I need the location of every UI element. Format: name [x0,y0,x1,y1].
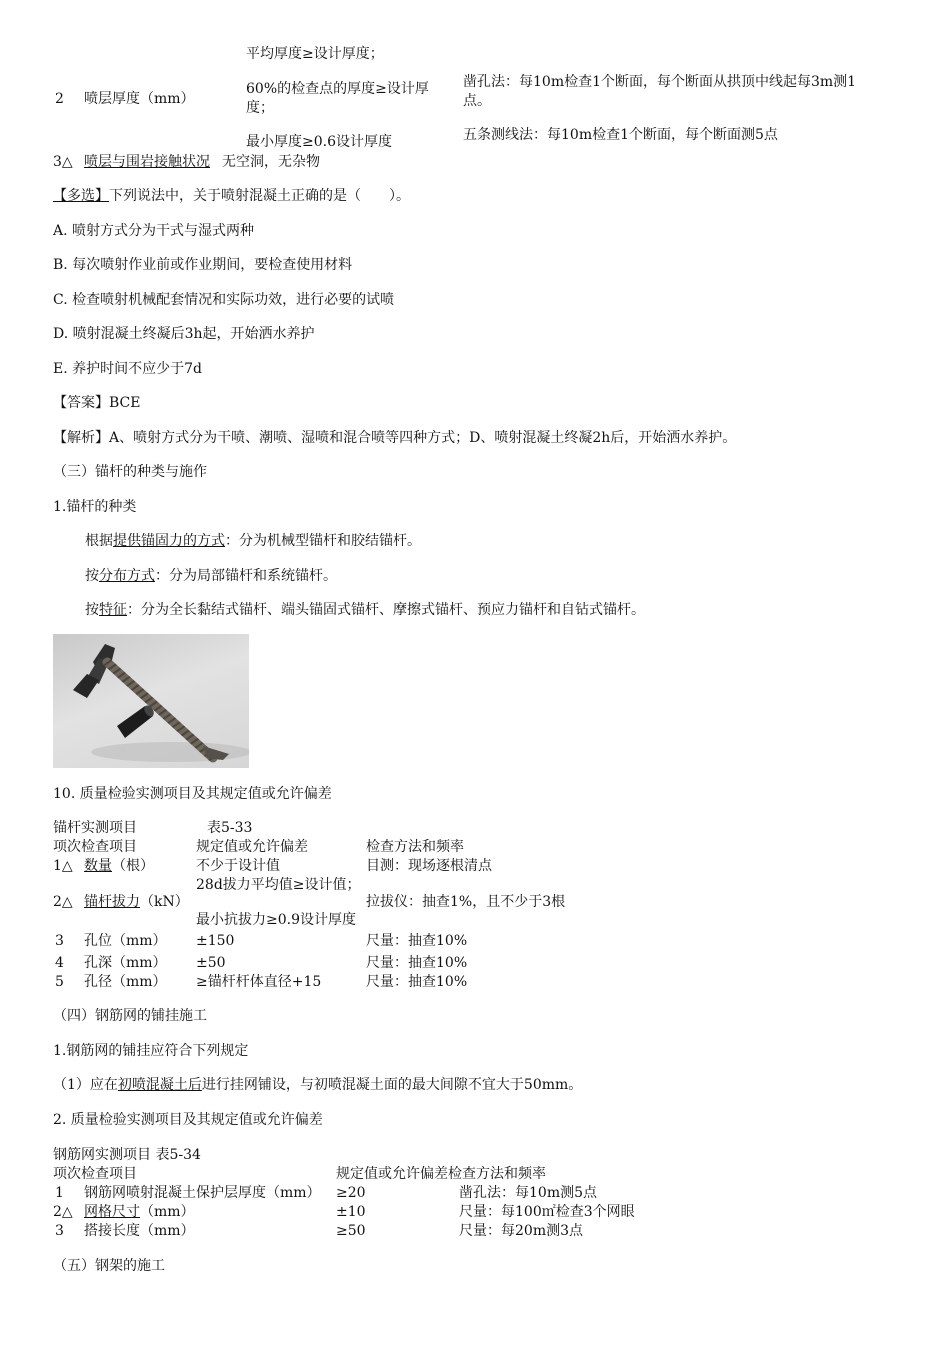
mesh-r1-value: ≥20 [336,1185,366,1201]
mesh-r2-item-cell [84,1203,195,1221]
mesh-r3-num: 3 [55,1223,64,1239]
anchor-r3-num: 3 [55,933,64,949]
anchor-r2-method: 拉拔仪：抽查1%，且不少于3根 [366,894,566,910]
section3-sub10: 10. 质量检验实测项目及其规定值或允许偏差 [53,786,332,802]
spray-row3-item: 喷层与围岩接触状况 [84,154,210,170]
mesh-r3-value: ≥50 [336,1223,366,1239]
mesh-r2-value: ±10 [336,1204,366,1220]
question-stem: 下列说法中，关于喷射混凝土正确的是（ ）。 [109,188,410,204]
anchor-type-line1 [85,532,421,550]
anchor-r1-value: 不少于设计值 [196,858,280,874]
anchor-bolt-illustration [53,634,249,768]
section3-title: （三）锚杆的种类与施作 [53,464,207,480]
l3-underlined: 特征 [99,602,127,618]
spray-row2-req1: 平均厚度≥设计厚度； [246,46,384,62]
anchor-type-line3 [85,601,645,619]
anchor-r5-item: 孔径（mm） [84,974,167,990]
anchor-r1-num: 1△ [53,858,73,874]
l1-pre: 根据 [85,533,113,549]
spray-row3-req: 无空洞，无杂物 [222,154,320,170]
mesh-r2-num: 2△ [53,1204,73,1220]
mesh-header-value-method: 规定值或允许偏差检查方法和频率 [336,1166,546,1182]
mesh-table-title: 钢筋网实测项目 表5-34 [53,1147,201,1163]
mesh-rule-paragraph [53,1076,582,1094]
section5-title: （五）钢架的施工 [53,1258,165,1274]
anchor-header-method: 检查方法和频率 [366,839,464,855]
anchor-r2-item: 锚杆拔力 [84,894,140,910]
anchor-r1-item-cell [84,857,154,875]
anchor-r2-value2: 最小抗拔力≥0.9设计厚度 [196,912,356,928]
anchor-table-number: 表5-33 [207,820,253,836]
mesh-r2-unit: （mm） [140,1204,195,1220]
anchor-r1-item: 数量 [84,858,112,874]
anchor-r3-value: ±150 [196,933,235,949]
anchor-r4-method: 尺量：抽查10% [366,955,468,971]
l3-post: ：分为全长黏结式锚杆、端头锚固式锚杆、摩擦式锚杆、预应力锚杆和自钻式锚杆。 [127,602,645,618]
mesh-r3-item: 搭接长度（mm） [84,1223,195,1239]
anchor-r2-num: 2△ [53,894,73,910]
l3-pre: 按 [85,602,99,618]
option-c: C. 检查喷射机械配套情况和实际功效，进行必要的试喷 [53,292,395,308]
anchor-r5-value: ≥锚杆杆体直径+15 [196,974,322,990]
analysis: 【解析】A、喷射方式分为干喷、潮喷、湿喷和混合喷等四种方式；D、喷射混凝土终凝2h后，开始洒水养护。 [53,430,737,446]
anchor-r3-item: 孔位（mm） [84,933,167,949]
mesh-r2-item: 网格尺寸 [84,1204,140,1220]
mesh-rule-post: 进行挂网铺设，与初喷混凝土面的最大间隙不宜大于50mm。 [201,1077,583,1093]
spray-row2-req2b: 度； [246,100,274,116]
mesh-rule-underlined: 初喷混凝土后 [117,1077,202,1093]
section4-sub1: 1.钢筋网的铺挂应符合下列规定 [53,1043,249,1059]
option-b: B. 每次喷射作业前或作业期间，要检查使用材料 [53,257,353,273]
anchor-r4-value: ±50 [196,955,226,971]
anchor-type-line2 [85,567,337,585]
mesh-r1-item: 钢筋网喷射混凝土保护层厚度（mm） [84,1185,321,1201]
option-e: E. 养护时间不应少于7d [53,361,202,377]
anchor-r2-value1: 28d拔力平均值≥设计值； [196,877,361,893]
anchor-header-value: 规定值或允许偏差 [196,839,308,855]
spray-row2-req2a: 60%的检查点的厚度≥设计厚 [246,81,429,97]
mesh-rule-pre: （1）应在 [53,1077,118,1093]
mesh-r1-method: 凿孔法：每10m测5点 [459,1185,597,1201]
mesh-r1-num: 1 [55,1185,64,1201]
anchor-r1-method: 目测：现场逐根清点 [366,858,492,874]
section3-sub1: 1.锚杆的种类 [53,499,137,515]
anchor-header-item: 项次检查项目 [53,839,137,855]
anchor-r4-item: 孔深（mm） [84,955,167,971]
mesh-r3-method: 尺量：每20m测3点 [459,1223,583,1239]
anchor-r2-item-cell [84,893,189,911]
anchor-r4-num: 4 [55,955,64,971]
option-a: A. 喷射方式分为干式与湿式两种 [53,223,255,239]
mesh-r2-method: 尺量：每100㎡检查3个网眼 [459,1204,635,1220]
l2-post: ：分为局部锚杆和系统锚杆。 [155,568,337,584]
spray-row2-method1b: 点。 [463,93,491,109]
spray-row3-num: 3△ [53,154,73,170]
anchor-table-title: 锚杆实测项目 [53,820,137,836]
anchor-r2-unit: （kN） [140,894,189,910]
l2-pre: 按 [85,568,99,584]
anchor-r5-method: 尺量：抽查10% [366,974,468,990]
answer: 【答案】BCE [53,395,141,411]
anchor-r3-method: 尺量：抽查10% [366,933,468,949]
anchor-r5-num: 5 [55,974,64,990]
spray-row2-method1a: 凿孔法：每10m检查1个断面，每个断面从拱顶中线起每3m测1 [463,74,857,90]
l1-underlined: 提供锚固力的方式 [113,533,225,549]
section4-title: （四）钢筋网的铺挂施工 [53,1008,207,1024]
anchor-bolt-photo [53,634,249,768]
question-stem-line [53,187,410,205]
l2-underlined: 分布方式 [99,568,155,584]
anchor-r1-unit: （根） [112,858,154,874]
mesh-header-item: 项次检查项目 [53,1166,137,1182]
section4-sub2: 2. 质量检验实测项目及其规定值或允许偏差 [53,1112,323,1128]
spray-row2-item: 喷层厚度（mm） [84,91,195,107]
l1-post: ：分为机械型锚杆和胶结锚杆。 [225,533,421,549]
spray-row2-req3: 最小厚度≥0.6设计厚度 [246,134,392,150]
option-d: D. 喷射混凝土终凝后3h起，开始洒水养护 [53,326,315,342]
spray-row2-method2: 五条测线法：每10m检查1个断面，每个断面测5点 [463,127,778,143]
question-tag: 【多选】 [53,188,109,204]
spray-row2-num: 2 [55,91,64,107]
